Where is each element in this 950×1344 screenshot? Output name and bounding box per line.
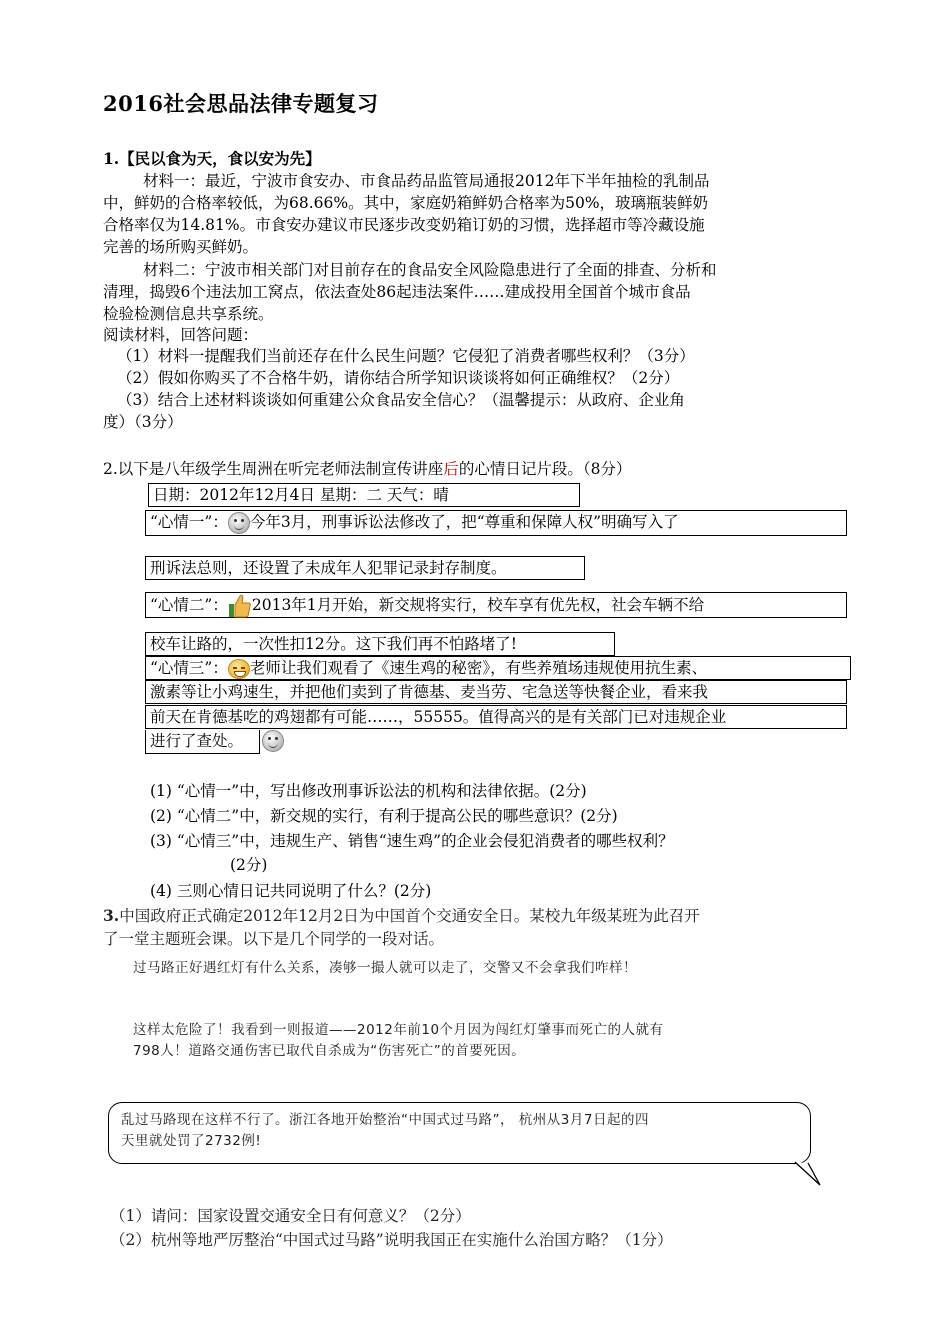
q1-material2-line: 材料二：宁波市相关部门对目前存在的食品安全风险隐患进行了全面的排查、分析和 — [143, 261, 717, 279]
q2-question: (1) “心情一”中，写出修改刑事诉讼法的机构和法律依据。(2分) — [150, 782, 587, 800]
dialogue-student3-line2: 天里就处罚了2732例! — [121, 1133, 262, 1149]
speech-bubble-tail — [790, 1160, 830, 1190]
q3-question: （2）杭州等地严厉整治“中国式过马路”说明我国正在实施什么治国方略？（1分） — [110, 1231, 673, 1249]
diary-mood1-line2: 刑诉法总则，还设置了未成年人犯罪记录封存制度。 — [145, 556, 585, 580]
page-title: 2016社会思品法律专题复习 — [103, 91, 379, 116]
diary-date-line: 日期：2012年12月4日 星期：二 天气：晴 — [148, 483, 580, 507]
q1-question: （3）结合上述材料谈谈如何重建公众食品安全信心？（温馨提示：从政府、企业角 — [117, 391, 685, 409]
diary-mood3-line1: “心情三”： 老师让我们观看了《速生鸡的秘密》，有些养殖场违规使用抗生素、 — [145, 656, 851, 680]
smile-icon — [228, 512, 250, 534]
q3-heading: 3.中国政府正式确定2012年12月2日为中国首个交通安全日。某校九年级某班为此召开 — [103, 906, 700, 925]
smile-icon — [262, 730, 284, 752]
diary-mood1-line1: “心情一”： 今年3月，刑事诉讼法修改了，把“尊重和保障人权”明确写入了 — [145, 510, 847, 536]
q1-question: （1）材料一提醒我们当前还存在什么民生问题？它侵犯了消费者哪些权利？（3分） — [117, 347, 695, 365]
dialogue-student3-line1: 乱过马路现在这样不行了。浙江各地开始整治“中国式过马路”， 杭州从3月7日起的四 — [121, 1112, 649, 1128]
diary-mood3-line3: 前天在肯德基吃的鸡翅都有可能……，55555。值得高兴的是有关部门已对违规企业 — [145, 705, 847, 729]
thumbs-up-icon — [228, 593, 252, 619]
diary-mood3-line4: 进行了查处。 — [145, 730, 260, 754]
q2-question: (2) “心情二”中，新交规的实行，有利于提高公民的哪些意识？(2分) — [150, 807, 618, 825]
q1-question: （2）假如你购买了不合格牛奶，请你结合所学知识谈谈将如何正确维权？（2分） — [117, 369, 680, 387]
q2-question: (3) “心情三”中，违规生产、销售“速生鸡”的企业会侵犯消费者的哪些权利？ — [150, 832, 674, 850]
q1-prompt: 阅读材料，回答问题： — [103, 326, 259, 344]
q1-material2-line: 清理，捣毁6个违法加工窝点，依法查处86起违法案件……建成投用全国首个城市食品 — [103, 283, 691, 301]
q3-question: （1）请问：国家设置交通安全日有何意义？（2分） — [110, 1207, 471, 1225]
grin-icon — [228, 659, 250, 679]
q1-question-cont: 度）（3分） — [103, 413, 183, 431]
q3-heading-cont: 了一堂主题班会课。以下是几个同学的一段对话。 — [103, 930, 445, 948]
q2-question-cont: (2分) — [230, 856, 268, 874]
q1-material2-line: 检验检测信息共享系统。 — [103, 305, 274, 323]
diary-mood2-line1: “心情二”： 2013年1月开始，新交规将实行，校车享有优先权，社会车辆不给 — [145, 592, 847, 618]
q2-question: (4) 三则心情日记共同说明了什么？(2分) — [150, 882, 432, 900]
q1-material1-line: 中，鲜奶的合格率较低，为68.66%。其中，家庭奶箱鲜奶合格率为50%，玻璃瓶装鲜奶 — [103, 194, 709, 212]
q2-heading-highlight: 后 — [443, 460, 459, 478]
q1-material1-line: 合格率仅为14.81%。市食安办建议市民逐步改变奶箱订奶的习惯，选择超市等冷藏设施 — [103, 216, 705, 234]
dialogue-student1: 过马路正好遇红灯有什么关系，凑够一撮人就可以走了，交警又不会拿我们咋样！ — [133, 960, 637, 976]
dialogue-student2-line1: 这样太危险了！我看到一则报道——2012年前10个月因为闯红灯肇事而死亡的人就有 — [133, 1022, 664, 1038]
diary-mood3-line2: 激素等让小鸡速生，并把他们卖到了肯德基、麦当劳、宅急送等快餐企业，看来我 — [145, 680, 847, 704]
q1-heading: 1.【民以食为天，食以安为先】 — [103, 149, 321, 168]
diary-mood2-line2: 校车让路的，一次性扣12分。这下我们再不怕路堵了! — [145, 632, 615, 656]
dialogue-student2-line2: 798人！道路交通伤害已取代自杀成为“伤害死亡”的首要死因。 — [133, 1043, 526, 1059]
q1-material1-line: 材料一：最近，宁波市食安办、市食品药品监管局通报2012年下半年抽检的乳制品 — [143, 172, 710, 190]
q1-material1-line: 完善的场所购买鲜奶。 — [103, 238, 259, 256]
q2-heading: 2.以下是八年级学生周洲在听完老师法制宣传讲座后的心情日记片段。（8分） — [103, 460, 632, 478]
